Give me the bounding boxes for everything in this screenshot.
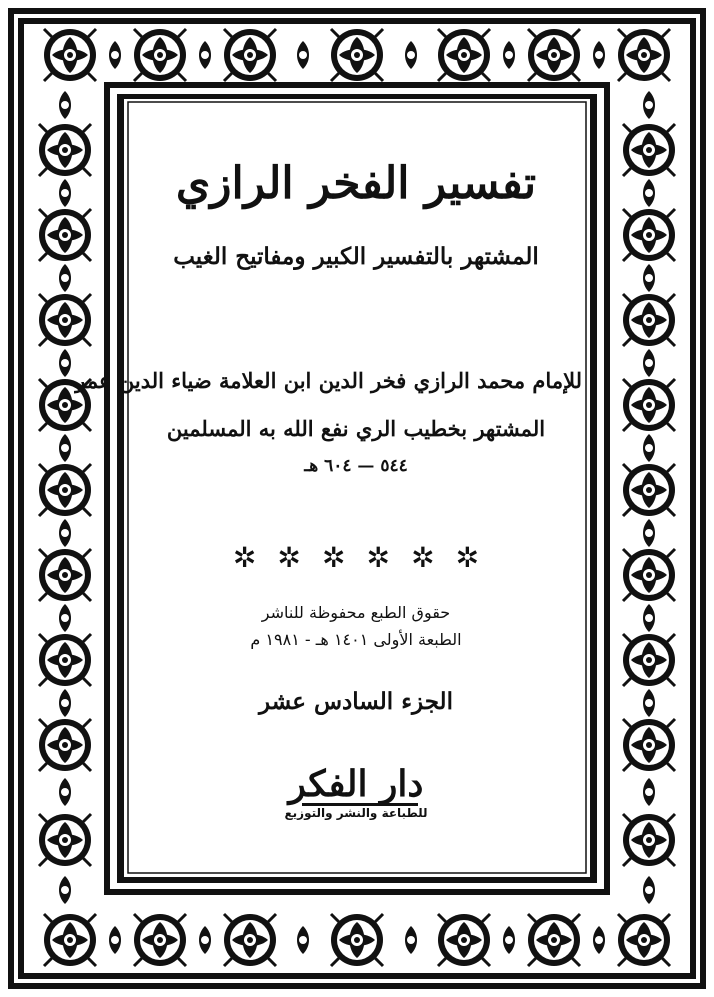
star-ornament-icon: ✲ <box>321 541 346 574</box>
edition-line: الطبعة الأولى ١٤٠١ هـ - ١٩٨١ م <box>250 630 462 649</box>
book-subtitle: المشتهر بالتفسير الكبير ومفاتيح الغيب <box>173 243 539 270</box>
star-ornament-row <box>130 543 582 573</box>
author-dates: ٥٤٤ — ٦٠٤ هـ <box>304 456 408 476</box>
star-ornament-icon: ✲ <box>366 541 391 574</box>
publisher-logo: دار الفكر <box>288 763 424 805</box>
star-ornament-icon: ✲ <box>232 541 257 574</box>
title-page-panel <box>75 103 582 860</box>
publisher-tagline: للطباعة والنشر والتوزيع <box>284 806 428 820</box>
author-line-2: المشتهر بخطيب الري نفع الله به المسلمين <box>166 416 546 441</box>
star-ornament-icon: ✲ <box>411 541 435 574</box>
star-ornament-icon: ✲ <box>277 541 301 574</box>
copyright-notice: حقوق الطبع محفوظة للناشر <box>261 603 451 622</box>
star-ornament-icon: ✲ <box>455 541 480 574</box>
book-title: تفسير الفخر الرازي <box>175 158 537 209</box>
author-line-1: للإمام محمد الرازي فخر الدين ابن العلامة ضياء الدين عمر <box>75 368 582 393</box>
volume-label: الجزء السادس عشر <box>259 688 453 715</box>
